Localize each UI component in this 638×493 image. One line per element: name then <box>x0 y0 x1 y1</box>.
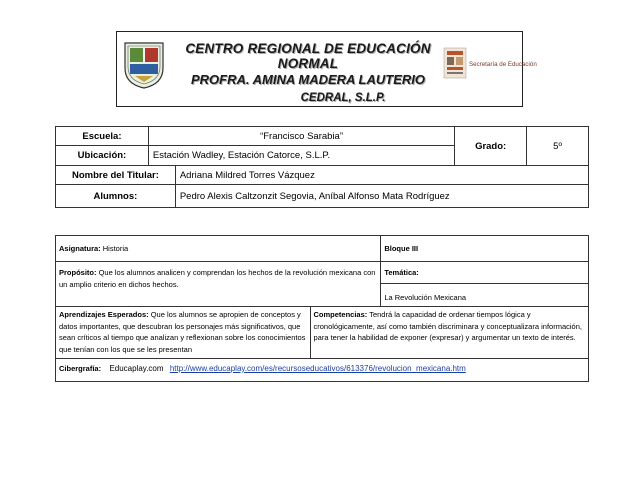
grado-value: 5º <box>527 127 589 166</box>
asignatura-cell <box>56 236 381 262</box>
cibergrafia-cell <box>56 359 589 382</box>
proposito-value: Que los alumnos analicen y comprendan los hechos de la revolución mexicana con un amplio criterio en dichos hechos. <box>59 268 376 289</box>
banner-line-2: PROFRA. AMINA MADERA LAUTERIO <box>191 72 425 87</box>
grado-label: Grado: <box>455 127 527 166</box>
banner-title <box>177 41 439 104</box>
secretaria-educacion-logo-icon <box>443 46 537 82</box>
school-info-table <box>55 126 589 208</box>
header-banner <box>116 31 537 107</box>
cibergrafia-label: Cibergrafía: <box>59 364 102 373</box>
proposito-cell <box>56 262 381 307</box>
bloque-value: Bloque III <box>381 236 589 262</box>
cibergrafia-link[interactable]: http://www.educaplay.com/es/recursoseducativos/613376/revolucion_mexicana.htm <box>169 364 466 373</box>
banner-line-1: CENTRO REGIONAL DE EDUCACIÓN NORMAL <box>185 41 431 71</box>
tematica-label: Temática: <box>381 262 589 284</box>
school-seal-icon <box>123 40 165 90</box>
titular-value: Adriana Mildred Torres Vázquez <box>175 166 588 185</box>
subject-info-table <box>55 235 589 382</box>
tematica-value: La Revolución Mexicana <box>381 284 589 307</box>
escuela-value: “Francisco Sarabia” <box>148 127 454 146</box>
aprendizajes-cell <box>56 307 311 359</box>
ubicacion-value: Estación Wadley, Estación Catorce, S.L.P. <box>148 146 454 166</box>
escuela-label: Escuela: <box>56 127 149 146</box>
alumnos-label: Alumnos: <box>56 185 176 208</box>
titular-label: Nombre del Titular: <box>56 166 176 185</box>
competencias-label: Competencias: <box>313 310 368 319</box>
asignatura-label: Asignatura: <box>59 243 101 253</box>
proposito-label: Propósito: <box>59 268 97 277</box>
banner-line-3: CEDRAL, S.L.P. <box>300 92 386 104</box>
alumnos-value: Pedro Alexis Caltzonzit Segovia, Aníbal Alfonso Mata Rodríguez <box>175 185 588 208</box>
asignatura-value: Historia <box>102 243 129 253</box>
aprendizajes-value: Que los alumnos se apropien de conceptos y datos importantes, que descubran los personajes más significativos, que sean críticos al tiempo que analizan y reflexionan sobre los conocimientos que tenían con los que se les presentan <box>59 310 306 354</box>
logo-text: Secretaría de Educación <box>469 61 537 68</box>
aprendizajes-label: Aprendizajes Esperados: <box>59 310 149 319</box>
competencias-cell <box>310 307 589 359</box>
ubicacion-label: Ubicación: <box>56 146 149 166</box>
cibergrafia-site: Educaplay.com <box>109 364 164 373</box>
competencias-value: Tendrá la capacidad de ordenar tiempos lógica y cronológicamente, así como también discriminara y conceptualizara información, para tener la habilidad de exponer (expresar) y argumentar un texto de interés. <box>313 310 582 342</box>
